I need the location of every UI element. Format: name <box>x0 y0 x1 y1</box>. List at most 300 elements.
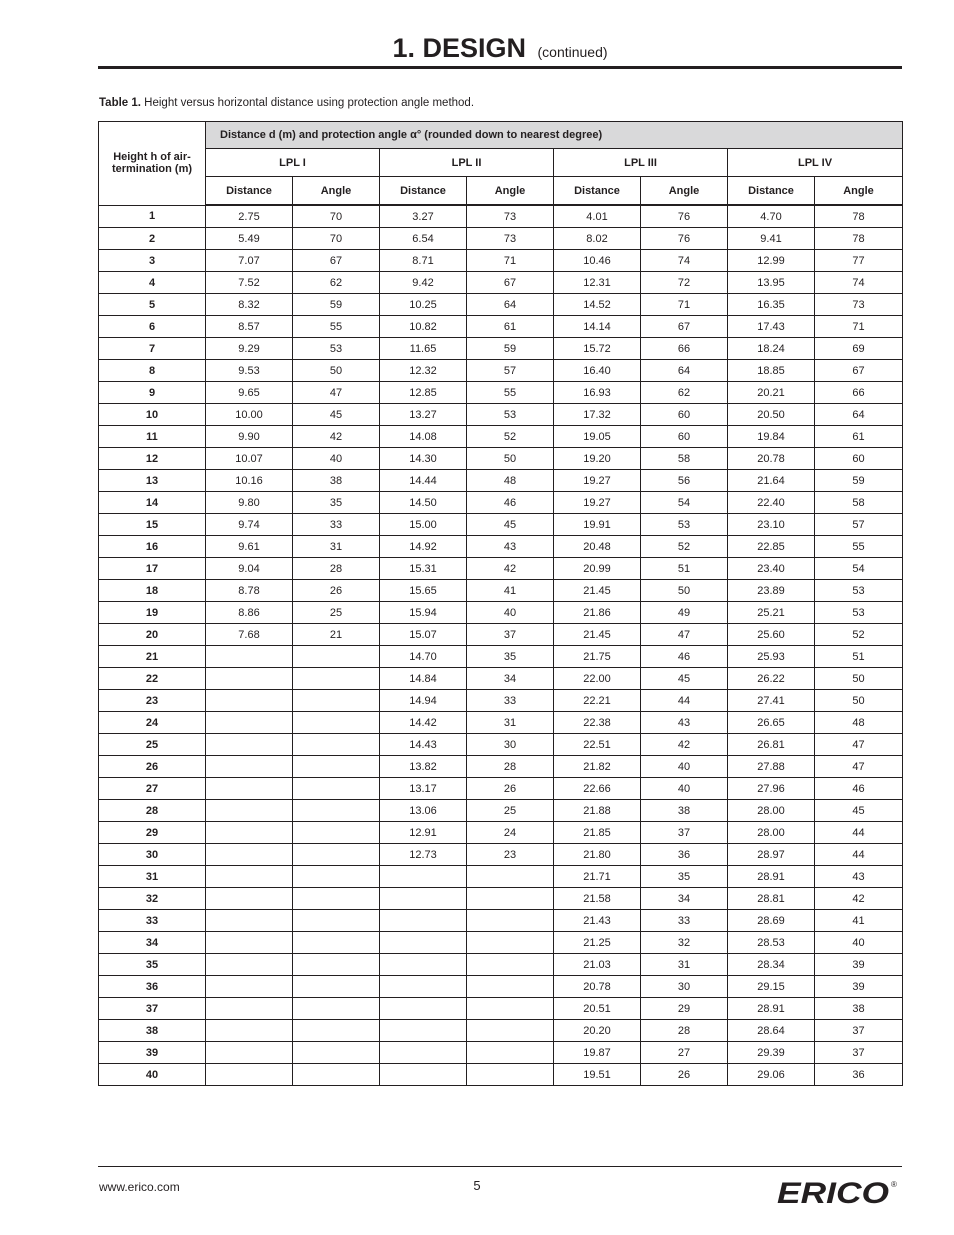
angle-cell: 53 <box>293 338 380 360</box>
distance-cell: 8.71 <box>380 250 467 272</box>
angle-cell: 60 <box>641 426 728 448</box>
height-cell: 3 <box>99 250 206 272</box>
distance-cell: 7.07 <box>206 250 293 272</box>
angle-cell: 50 <box>815 668 903 690</box>
distance-cell: 28.00 <box>728 800 815 822</box>
distance-cell: 21.43 <box>554 910 641 932</box>
height-cell: 36 <box>99 976 206 998</box>
distance-cell: 21.71 <box>554 866 641 888</box>
distance-cell: 29.06 <box>728 1064 815 1086</box>
distance-cell: 9.65 <box>206 382 293 404</box>
distance-cell: 13.17 <box>380 778 467 800</box>
footer-url: www.erico.com <box>99 1180 180 1194</box>
distance-cell <box>380 866 467 888</box>
angle-cell <box>467 1042 554 1064</box>
distance-cell: 15.72 <box>554 338 641 360</box>
distance-cell: 26.65 <box>728 712 815 734</box>
angle-cell: 50 <box>641 580 728 602</box>
angle-cell: 61 <box>815 426 903 448</box>
distance-cell: 15.65 <box>380 580 467 602</box>
angle-cell: 71 <box>641 294 728 316</box>
distance-cell: 4.70 <box>728 205 815 228</box>
table-row <box>99 1042 903 1064</box>
angle-cell <box>293 910 380 932</box>
height-cell: 17 <box>99 558 206 580</box>
angle-cell: 64 <box>641 360 728 382</box>
distance-cell: 21.45 <box>554 580 641 602</box>
distance-cell: 15.31 <box>380 558 467 580</box>
angle-cell: 73 <box>467 228 554 250</box>
angle-cell <box>293 646 380 668</box>
angle-cell: 59 <box>815 470 903 492</box>
angle-cell: 78 <box>815 228 903 250</box>
table-row <box>99 1064 903 1086</box>
height-cell: 40 <box>99 1064 206 1086</box>
height-cell: 23 <box>99 690 206 712</box>
angle-cell: 52 <box>815 624 903 646</box>
distance-cell: 8.32 <box>206 294 293 316</box>
distance-cell: 14.70 <box>380 646 467 668</box>
distance-cell: 18.24 <box>728 338 815 360</box>
angle-cell <box>293 998 380 1020</box>
angle-header: Angle <box>815 177 903 206</box>
angle-cell: 34 <box>641 888 728 910</box>
angle-cell: 62 <box>641 382 728 404</box>
height-cell: 38 <box>99 1020 206 1042</box>
distance-header: Distance <box>380 177 467 206</box>
distance-cell: 21.85 <box>554 822 641 844</box>
distance-cell: 14.94 <box>380 690 467 712</box>
distance-cell: 28.34 <box>728 954 815 976</box>
angle-cell <box>467 932 554 954</box>
distance-cell: 28.00 <box>728 822 815 844</box>
distance-cell: 15.94 <box>380 602 467 624</box>
angle-cell: 37 <box>815 1020 903 1042</box>
angle-cell: 40 <box>641 756 728 778</box>
distance-cell: 13.82 <box>380 756 467 778</box>
height-cell: 2 <box>99 228 206 250</box>
angle-cell: 21 <box>293 624 380 646</box>
distance-cell: 5.49 <box>206 228 293 250</box>
angle-cell: 38 <box>293 470 380 492</box>
distance-cell: 9.61 <box>206 536 293 558</box>
angle-cell: 37 <box>467 624 554 646</box>
distance-cell: 14.14 <box>554 316 641 338</box>
distance-cell <box>206 1042 293 1064</box>
distance-cell <box>206 932 293 954</box>
table-row <box>99 734 903 756</box>
footer-rule <box>98 1166 902 1167</box>
angle-cell: 31 <box>467 712 554 734</box>
angle-cell: 70 <box>293 228 380 250</box>
angle-cell: 48 <box>467 470 554 492</box>
table-row <box>99 866 903 888</box>
angle-cell: 42 <box>293 426 380 448</box>
distance-cell: 29.15 <box>728 976 815 998</box>
height-cell: 27 <box>99 778 206 800</box>
angle-cell: 46 <box>815 778 903 800</box>
protection-angle-table <box>98 121 903 1086</box>
angle-header: Angle <box>293 177 380 206</box>
distance-cell: 21.03 <box>554 954 641 976</box>
distance-header: Distance <box>728 177 815 206</box>
distance-cell: 20.78 <box>554 976 641 998</box>
table-row <box>99 712 903 734</box>
distance-cell: 8.78 <box>206 580 293 602</box>
angle-cell: 78 <box>815 205 903 228</box>
height-cell: 22 <box>99 668 206 690</box>
height-cell: 24 <box>99 712 206 734</box>
angle-cell: 44 <box>641 690 728 712</box>
angle-cell: 37 <box>641 822 728 844</box>
table-row <box>99 228 903 250</box>
angle-cell: 35 <box>293 492 380 514</box>
distance-cell: 20.21 <box>728 382 815 404</box>
height-cell: 9 <box>99 382 206 404</box>
distance-cell: 9.53 <box>206 360 293 382</box>
angle-cell: 46 <box>467 492 554 514</box>
angle-cell: 59 <box>467 338 554 360</box>
height-cell: 33 <box>99 910 206 932</box>
distance-cell <box>206 800 293 822</box>
angle-cell: 46 <box>641 646 728 668</box>
angle-cell <box>293 668 380 690</box>
title-subtitle: (continued) <box>537 44 608 60</box>
table-row <box>99 888 903 910</box>
angle-cell: 45 <box>467 514 554 536</box>
distance-cell: 9.90 <box>206 426 293 448</box>
angle-cell: 76 <box>641 205 728 228</box>
distance-cell: 20.78 <box>728 448 815 470</box>
title-text: 1. DESIGN <box>392 33 526 63</box>
angle-cell: 73 <box>467 205 554 228</box>
angle-cell: 32 <box>641 932 728 954</box>
distance-cell: 28.64 <box>728 1020 815 1042</box>
angle-cell: 66 <box>815 382 903 404</box>
distance-cell: 17.43 <box>728 316 815 338</box>
distance-cell <box>206 822 293 844</box>
distance-cell: 12.91 <box>380 822 467 844</box>
distance-cell: 13.06 <box>380 800 467 822</box>
table-row <box>99 514 903 536</box>
distance-cell: 19.20 <box>554 448 641 470</box>
height-cell: 35 <box>99 954 206 976</box>
table-row <box>99 426 903 448</box>
distance-cell: 7.68 <box>206 624 293 646</box>
distance-cell <box>206 712 293 734</box>
header-rule <box>98 66 902 69</box>
table-row <box>99 404 903 426</box>
distance-cell: 19.91 <box>554 514 641 536</box>
distance-cell: 14.52 <box>554 294 641 316</box>
angle-cell: 51 <box>815 646 903 668</box>
angle-cell: 47 <box>815 734 903 756</box>
distance-cell <box>380 888 467 910</box>
angle-cell: 74 <box>815 272 903 294</box>
angle-cell: 40 <box>641 778 728 800</box>
distance-cell: 28.69 <box>728 910 815 932</box>
angle-cell: 41 <box>467 580 554 602</box>
distance-cell: 22.85 <box>728 536 815 558</box>
erico-logo <box>777 1177 902 1214</box>
height-cell: 12 <box>99 448 206 470</box>
angle-cell: 53 <box>641 514 728 536</box>
distance-cell <box>206 646 293 668</box>
angle-cell: 64 <box>467 294 554 316</box>
distance-cell: 23.10 <box>728 514 815 536</box>
table-row <box>99 338 903 360</box>
angle-cell: 42 <box>467 558 554 580</box>
distance-cell: 14.92 <box>380 536 467 558</box>
table-row <box>99 558 903 580</box>
height-cell: 16 <box>99 536 206 558</box>
angle-cell: 54 <box>815 558 903 580</box>
height-column-header: Height h of air-termination (m) <box>99 122 206 206</box>
height-cell: 31 <box>99 866 206 888</box>
distance-cell: 10.46 <box>554 250 641 272</box>
distance-cell: 20.99 <box>554 558 641 580</box>
distance-cell <box>206 844 293 866</box>
distance-cell: 8.86 <box>206 602 293 624</box>
angle-cell <box>467 976 554 998</box>
distance-cell <box>206 866 293 888</box>
angle-cell: 57 <box>467 360 554 382</box>
distance-cell: 14.08 <box>380 426 467 448</box>
angle-cell: 45 <box>815 800 903 822</box>
angle-cell: 47 <box>815 756 903 778</box>
distance-cell: 19.27 <box>554 492 641 514</box>
angle-cell: 51 <box>641 558 728 580</box>
height-cell: 25 <box>99 734 206 756</box>
table-row <box>99 954 903 976</box>
table-row <box>99 910 903 932</box>
distance-cell: 25.21 <box>728 602 815 624</box>
angle-cell: 31 <box>293 536 380 558</box>
angle-cell: 31 <box>641 954 728 976</box>
distance-cell: 25.60 <box>728 624 815 646</box>
distance-cell: 20.50 <box>728 404 815 426</box>
angle-cell: 55 <box>467 382 554 404</box>
distance-cell <box>380 954 467 976</box>
distance-cell <box>206 690 293 712</box>
angle-cell <box>293 690 380 712</box>
distance-cell: 12.32 <box>380 360 467 382</box>
angle-cell: 57 <box>815 514 903 536</box>
angle-cell: 60 <box>815 448 903 470</box>
distance-header: Distance <box>554 177 641 206</box>
angle-cell: 67 <box>293 250 380 272</box>
table-row <box>99 250 903 272</box>
distance-cell <box>206 954 293 976</box>
distance-cell: 20.51 <box>554 998 641 1020</box>
table-row <box>99 316 903 338</box>
angle-cell: 38 <box>815 998 903 1020</box>
distance-cell: 15.00 <box>380 514 467 536</box>
angle-cell: 71 <box>815 316 903 338</box>
angle-cell: 50 <box>293 360 380 382</box>
angle-cell <box>293 712 380 734</box>
lpl-header: LPL IV <box>728 149 903 177</box>
distance-cell: 14.30 <box>380 448 467 470</box>
table-row <box>99 492 903 514</box>
distance-cell: 6.54 <box>380 228 467 250</box>
distance-cell: 19.51 <box>554 1064 641 1086</box>
distance-cell: 12.31 <box>554 272 641 294</box>
distance-cell: 27.96 <box>728 778 815 800</box>
height-cell: 21 <box>99 646 206 668</box>
distance-cell <box>380 998 467 1020</box>
table-row <box>99 205 903 228</box>
angle-cell: 36 <box>815 1064 903 1086</box>
angle-cell: 47 <box>641 624 728 646</box>
distance-cell: 10.82 <box>380 316 467 338</box>
angle-cell: 37 <box>815 1042 903 1064</box>
distance-cell: 10.00 <box>206 404 293 426</box>
angle-cell: 58 <box>641 448 728 470</box>
table-row <box>99 844 903 866</box>
angle-cell: 29 <box>641 998 728 1020</box>
height-cell: 5 <box>99 294 206 316</box>
angle-cell: 45 <box>641 668 728 690</box>
distance-cell: 27.88 <box>728 756 815 778</box>
distance-cell: 28.91 <box>728 866 815 888</box>
angle-cell: 70 <box>293 205 380 228</box>
angle-cell: 30 <box>467 734 554 756</box>
height-cell: 4 <box>99 272 206 294</box>
height-cell: 6 <box>99 316 206 338</box>
table-row <box>99 448 903 470</box>
logo-wordmark: ERICO <box>777 1177 889 1209</box>
distance-cell <box>206 976 293 998</box>
angle-cell: 67 <box>641 316 728 338</box>
angle-cell: 61 <box>467 316 554 338</box>
angle-cell: 23 <box>467 844 554 866</box>
distance-cell: 18.85 <box>728 360 815 382</box>
distance-cell: 28.53 <box>728 932 815 954</box>
distance-cell: 22.38 <box>554 712 641 734</box>
distance-cell: 21.25 <box>554 932 641 954</box>
distance-cell: 21.45 <box>554 624 641 646</box>
distance-cell: 16.40 <box>554 360 641 382</box>
height-cell: 18 <box>99 580 206 602</box>
angle-cell: 41 <box>815 910 903 932</box>
angle-cell: 40 <box>293 448 380 470</box>
table-body <box>99 205 903 1086</box>
group-header: Distance d (m) and protection angle α° (rounded down to nearest degree) <box>206 122 903 149</box>
angle-cell: 35 <box>467 646 554 668</box>
distance-cell: 9.04 <box>206 558 293 580</box>
distance-cell: 10.16 <box>206 470 293 492</box>
distance-cell: 15.07 <box>380 624 467 646</box>
angle-cell: 76 <box>641 228 728 250</box>
distance-cell: 4.01 <box>554 205 641 228</box>
distance-cell: 22.51 <box>554 734 641 756</box>
table-row <box>99 800 903 822</box>
angle-cell <box>293 954 380 976</box>
angle-cell: 55 <box>293 316 380 338</box>
distance-cell <box>206 734 293 756</box>
distance-cell <box>380 1020 467 1042</box>
distance-cell: 26.22 <box>728 668 815 690</box>
angle-cell <box>467 998 554 1020</box>
table-row <box>99 1020 903 1042</box>
angle-cell: 40 <box>815 932 903 954</box>
table-row <box>99 602 903 624</box>
angle-cell: 47 <box>293 382 380 404</box>
distance-cell <box>380 910 467 932</box>
table-row <box>99 932 903 954</box>
angle-cell <box>293 888 380 910</box>
angle-cell: 67 <box>815 360 903 382</box>
angle-cell: 28 <box>293 558 380 580</box>
distance-cell <box>206 998 293 1020</box>
angle-cell: 52 <box>467 426 554 448</box>
angle-cell: 30 <box>641 976 728 998</box>
angle-cell: 28 <box>641 1020 728 1042</box>
table-row <box>99 536 903 558</box>
angle-cell: 33 <box>467 690 554 712</box>
angle-cell: 44 <box>815 844 903 866</box>
distance-cell <box>380 1042 467 1064</box>
height-cell: 34 <box>99 932 206 954</box>
table-caption <box>99 97 474 109</box>
angle-cell <box>467 1064 554 1086</box>
distance-cell: 14.50 <box>380 492 467 514</box>
angle-cell: 54 <box>641 492 728 514</box>
logo-registered-mark: ® <box>891 1180 897 1189</box>
distance-cell: 10.25 <box>380 294 467 316</box>
angle-cell: 77 <box>815 250 903 272</box>
angle-cell <box>293 778 380 800</box>
table-row <box>99 690 903 712</box>
distance-cell: 9.29 <box>206 338 293 360</box>
table-row <box>99 624 903 646</box>
height-cell: 28 <box>99 800 206 822</box>
angle-cell <box>293 756 380 778</box>
lpl-header: LPL II <box>380 149 554 177</box>
angle-cell: 49 <box>641 602 728 624</box>
angle-cell <box>293 734 380 756</box>
distance-cell <box>380 976 467 998</box>
angle-cell: 25 <box>467 800 554 822</box>
angle-cell: 33 <box>293 514 380 536</box>
angle-cell: 28 <box>467 756 554 778</box>
distance-cell: 22.40 <box>728 492 815 514</box>
angle-cell: 53 <box>815 580 903 602</box>
lpl-header: LPL I <box>206 149 380 177</box>
angle-cell: 34 <box>467 668 554 690</box>
angle-cell: 62 <box>293 272 380 294</box>
angle-cell: 35 <box>641 866 728 888</box>
distance-cell: 14.42 <box>380 712 467 734</box>
distance-cell: 21.80 <box>554 844 641 866</box>
table-row <box>99 998 903 1020</box>
angle-cell <box>293 932 380 954</box>
distance-cell <box>206 1064 293 1086</box>
angle-cell: 56 <box>641 470 728 492</box>
distance-cell: 13.27 <box>380 404 467 426</box>
distance-cell: 22.00 <box>554 668 641 690</box>
height-cell: 29 <box>99 822 206 844</box>
angle-cell: 40 <box>467 602 554 624</box>
angle-cell: 33 <box>641 910 728 932</box>
distance-cell <box>380 1064 467 1086</box>
distance-cell: 22.66 <box>554 778 641 800</box>
angle-cell: 52 <box>641 536 728 558</box>
angle-cell: 50 <box>815 690 903 712</box>
distance-cell: 12.73 <box>380 844 467 866</box>
angle-cell <box>467 954 554 976</box>
